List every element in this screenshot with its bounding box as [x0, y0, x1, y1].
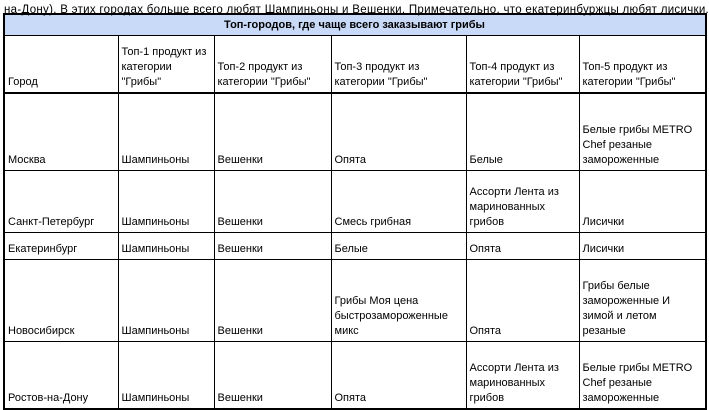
product-cell[interactable]: Опята [331, 342, 466, 409]
clipped-paragraph-text: на-Дону). В этих городах больше всего любят Шампиньоны и Вешенки. Примечательно, что екатеринбуржцы любят лисички. [4, 4, 709, 16]
table-title[interactable]: Топ-городов, где чаще всего заказывают грибы [4, 14, 706, 36]
product-cell[interactable]: Шампиньоны [118, 171, 214, 233]
table-row-ekaterinburg [4, 233, 706, 260]
column-header-top2[interactable]: Топ-2 продукт из категории "Грибы" [214, 36, 331, 93]
table-row-moscow [4, 93, 706, 171]
table-row-novosibirsk [4, 260, 706, 342]
product-cell[interactable]: Смесь грибная [331, 171, 466, 233]
product-cell[interactable]: Грибы Моя цена быстрозамороженные микс [331, 260, 466, 342]
top-cities-mushrooms-table [3, 13, 707, 410]
column-header-city[interactable]: Город [4, 36, 118, 93]
product-cell[interactable]: Шампиньоны [118, 260, 214, 342]
product-cell[interactable]: Вешенки [214, 260, 331, 342]
product-cell[interactable]: Опята [331, 93, 466, 171]
clipped-paragraph [4, 0, 709, 16]
column-header-top4[interactable]: Топ-4 продукт из категории "Грибы" [466, 36, 579, 93]
product-cell[interactable]: Опята [466, 260, 579, 342]
column-header-top1[interactable]: Топ-1 продукт из категории "Грибы" [118, 36, 214, 93]
product-cell[interactable]: Белые грибы METRO Chef резаные замороженные [579, 93, 706, 171]
product-cell[interactable]: Лисички [579, 171, 706, 233]
product-cell[interactable]: Шампиньоны [118, 93, 214, 171]
column-header-top3[interactable]: Топ-3 продукт из категории "Грибы" [331, 36, 466, 93]
product-cell[interactable]: Грибы белые замороженные И зимой и летом резаные [579, 260, 706, 342]
city-cell[interactable]: Ростов-на-Дону [4, 342, 118, 409]
table-row-saint-petersburg [4, 171, 706, 233]
table-header-row [4, 36, 706, 93]
product-cell[interactable]: Ассорти Лента из маринованных грибов [466, 171, 579, 233]
product-cell[interactable]: Ассорти Лента из маринованных грибов [466, 342, 579, 409]
city-cell[interactable]: Новосибирск [4, 260, 118, 342]
table-row-rostov-on-don [4, 342, 706, 409]
product-cell[interactable]: Лисички [579, 233, 706, 260]
product-cell[interactable]: Опята [466, 233, 579, 260]
product-cell[interactable]: Белые грибы METRO Chef резаные замороженные [579, 342, 706, 409]
product-cell[interactable]: Вешенки [214, 93, 331, 171]
table-title-row [4, 14, 706, 36]
city-cell[interactable]: Москва [4, 93, 118, 171]
product-cell[interactable]: Вешенки [214, 233, 331, 260]
product-cell[interactable]: Белые [331, 233, 466, 260]
city-cell[interactable]: Екатеринбург [4, 233, 118, 260]
column-header-top5[interactable]: Топ-5 продукт из категории "Грибы" [579, 36, 706, 93]
product-cell[interactable]: Белые [466, 93, 579, 171]
city-cell[interactable]: Санкт-Петербург [4, 171, 118, 233]
product-cell[interactable]: Вешенки [214, 171, 331, 233]
product-cell[interactable]: Вешенки [214, 342, 331, 409]
product-cell[interactable]: Шампиньоны [118, 342, 214, 409]
product-cell[interactable]: Шампиньоны [118, 233, 214, 260]
